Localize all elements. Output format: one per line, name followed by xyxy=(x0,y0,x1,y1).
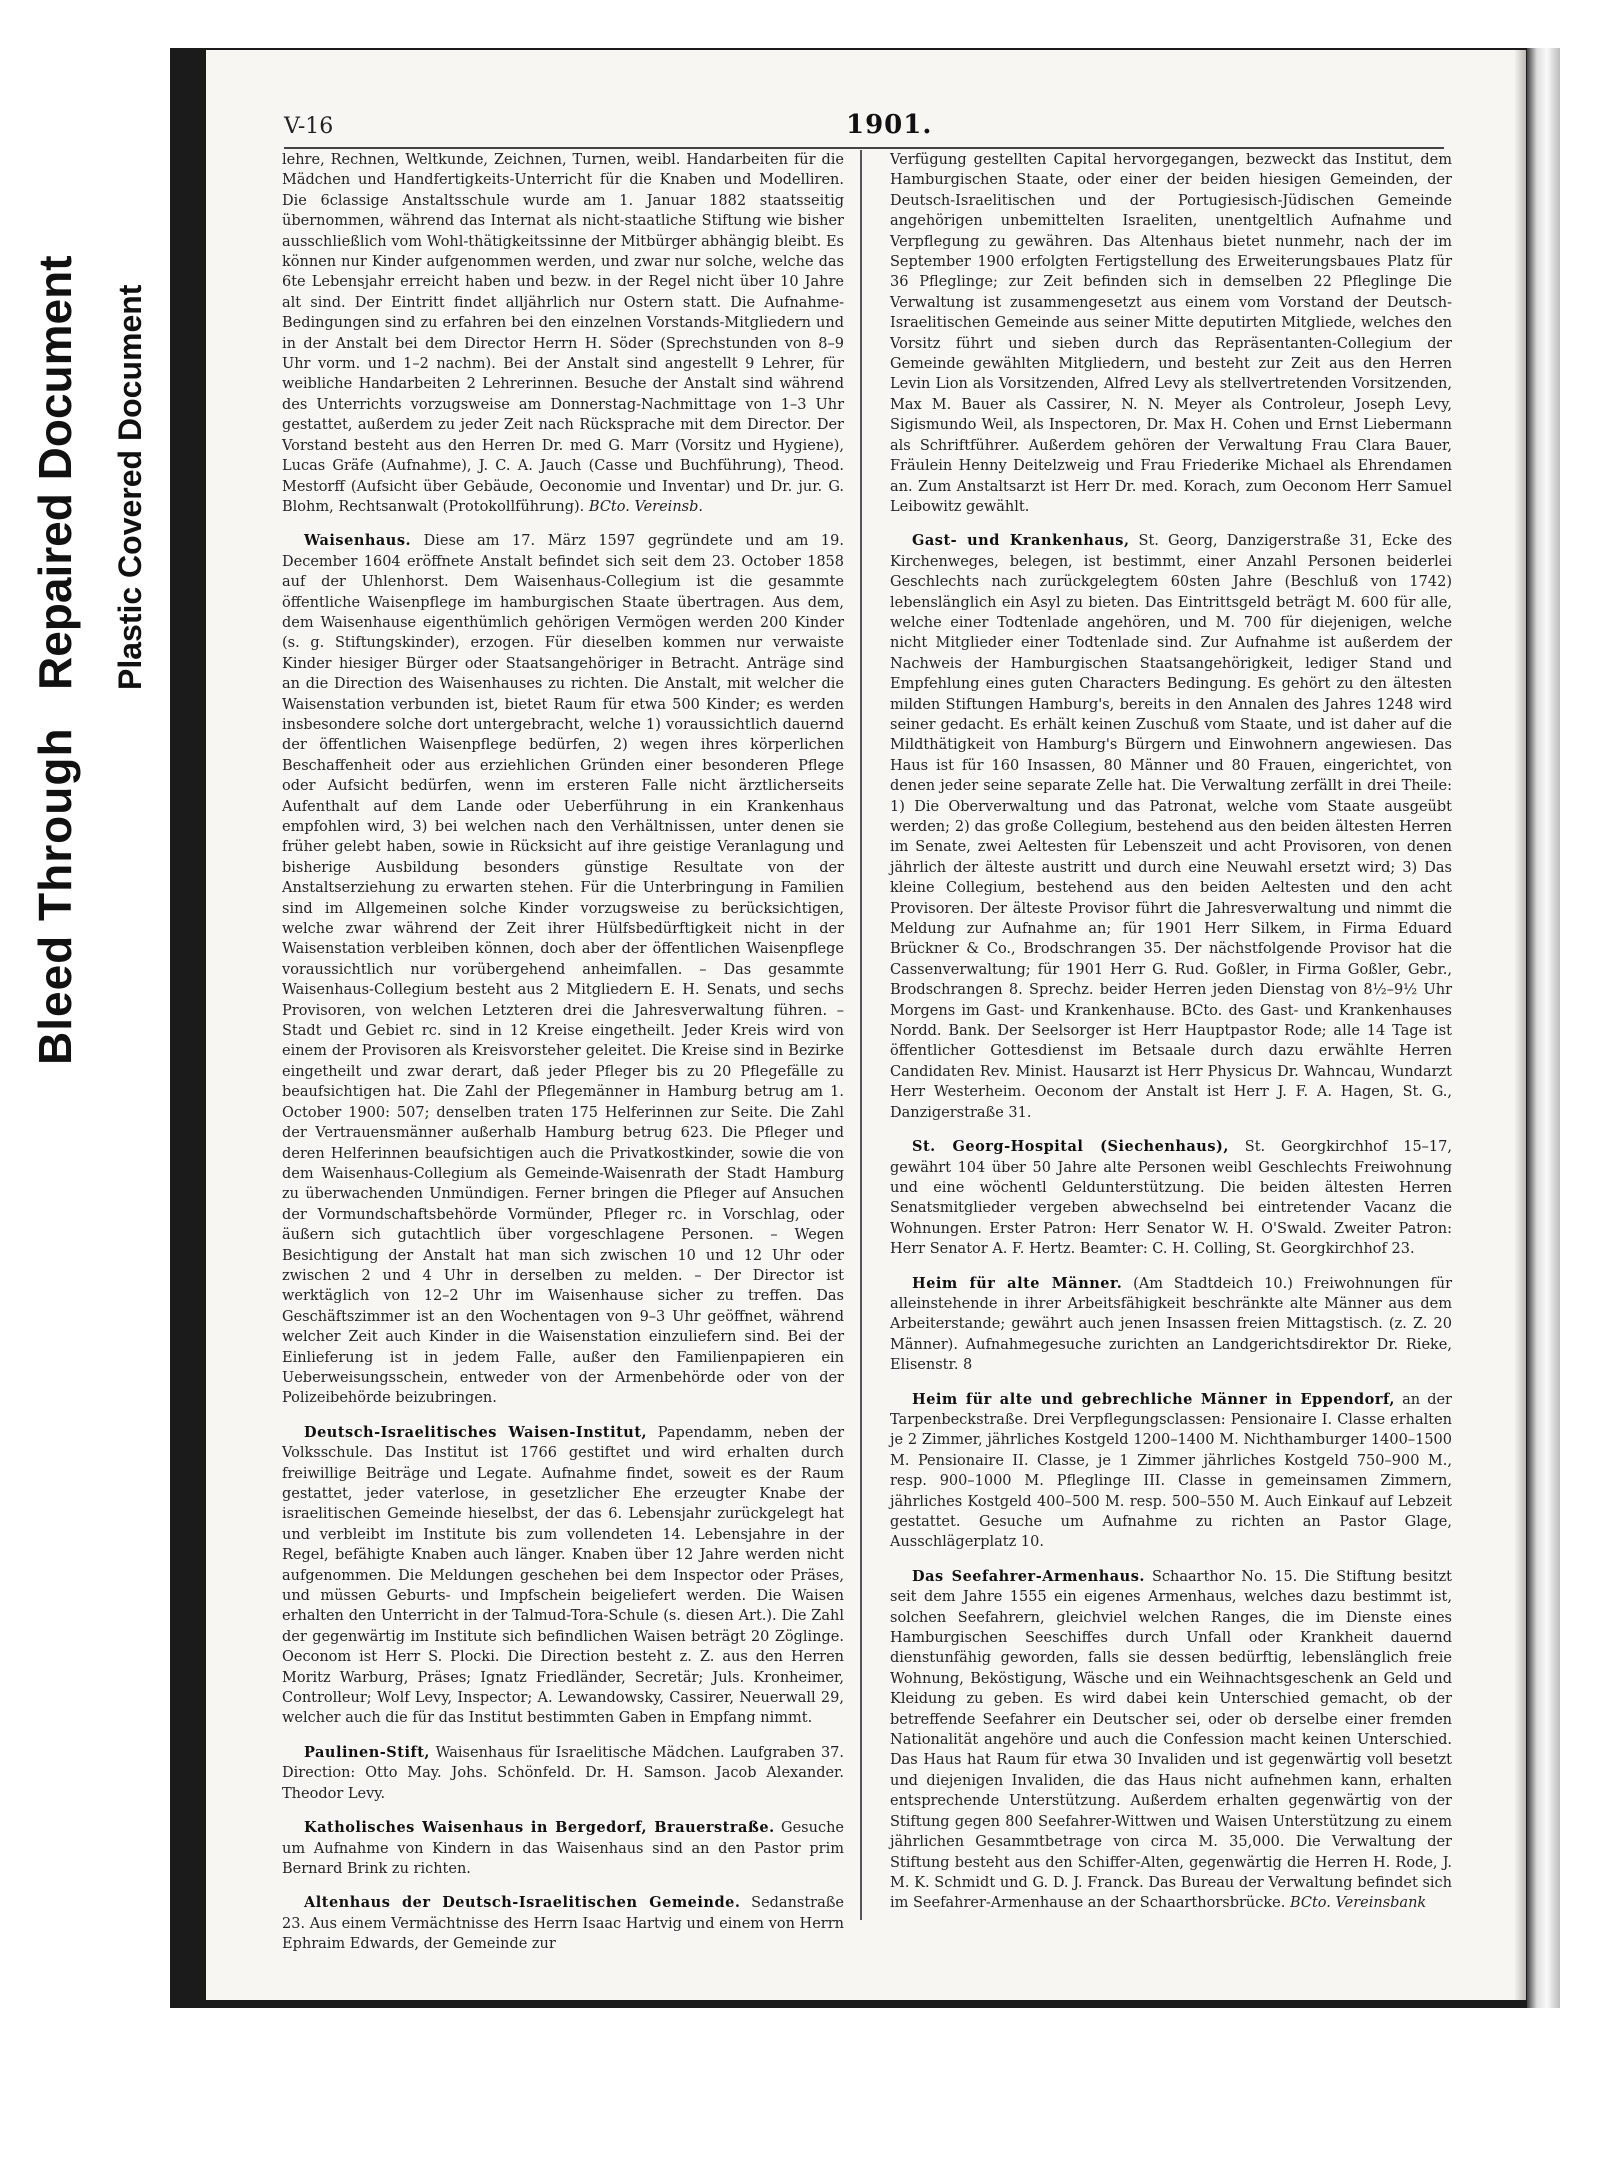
directory-entry xyxy=(890,1390,1452,1553)
entry-title: St. Georg-Hospital (Siechenhaus), xyxy=(912,1138,1229,1156)
entry-title: Heim für alte und gebrechliche Männer in Eppendorf, xyxy=(912,1390,1395,1408)
document-page xyxy=(206,50,1526,2000)
entry-title: Das Seefahrer-Armenhaus. xyxy=(912,1567,1145,1585)
entry-title: Waisenhaus. xyxy=(304,532,412,550)
entry-text: St. Georg, Danzigerstraße 31, Ecke des Kirchenweges, belegen, ist bestimmt, einer Anzahl Personen beiderlei Geschlechts nach zurückgelegtem 60sten Jahre (Beschluß von 1742) lebenslänglich ein Asyl zu bieten. Das Eintrittsgeld beträgt M. 600 für alle, welche einer Todtenlade angehören, und M. 700 für diejenigen, welche nicht Mitglieder einer Todtenlade sind. Zur Aufnahme ist außerdem der Nachweis der Hamburgischen Staatsangehörigkeit, lediger Stand und Empfehlung eines guten Characters Bedingung. Es gehört zu den ältesten milden Stiftungen Hamburg's, bereits in den Annalen des Jahres 1248 wird seiner gedacht. Es erhält keinen Zuschuß vom Staate, und ist daher auf die Mildthätigkeit von Hamburg's Bürgern und Einwohnern angewiesen. Das Haus ist für 160 Insassen, 80 Männer und 80 Frauen, eingerichtet, von denen jeder seine separate Zelle hat. Die Verwaltung zerfällt in drei Theile: 1) Die Oberverwaltung und das Patronat, welche vom Staate ausgeübt werden; 2) das große Collegium, bestehend aus den beiden ältesten Herren im Senate, zwei Aeltesten für Lebenszeit und acht Provisoren, von denen jährlich der älteste austritt und durch eine Neuwahl ersetzt wird; 3) Das kleine Collegium, bestehend aus den beiden Aeltesten und den acht Provisoren. Der älteste Provisor führt die Jahresverwaltung und nimmt die Meldung zur Aufnahme an; für 1901 Herr Silkem, in Firma Eduard Brückner & Co., Brodschrangen 35. Der nächstfolgende Provisor hat die Cassenverwaltung; für 1901 Herr G. Rud. Goßler, in Firma Goßler, Gebr., Brodschrangen 8. Sprechz. beider Herren jeden Dienstag von 8½–9½ Uhr Morgens im Gast- und Krankenhause. BCto. des Gast- und Krankenhauses Nordd. Bank. Der Seelsorger ist Herr Hauptpastor Rode; alle 14 Tage ist öffentlicher Gottesdienst im Betsaale durch dazu erwählte Herren Candidaten Rev. Minist. Hausarzt ist Herr Physicus Dr. Wahncau, Wundarzt Herr Westerheim. Oeconom der Anstalt ist Herr J. F. A. Hagen, St. G., Danzigerstraße 31. xyxy=(890,533,1453,1121)
entry-text: lehre, Rechnen, Weltkunde, Zeichnen, Turnen, weibl. Handarbeiten für die Mädchen und Handfertigkeits-Unterricht für die Knaben und Modelliren. Die 6classige Anstaltsschule wurde am 1. Januar 1882 staatsseitig übernommen, während das Internat als nicht-staatliche Stiftung wie bisher ausschließlich vom Wohl-thätigkeitssinne der Mitbürger abhängig bleibt. Es können nur Kinder aufgenommen werden, und zwar nur solche, welche das 6te Lebensjahr erreicht haben und bezw. in der Regel nicht über 10 Jahre alt sind. Der Eintritt findet alljährlich nur Ostern statt. Die Aufnahme-Bedingungen sind zu erfahren bei den einzelnen Vorstands-Mitgliedern und in der Anstalt bei dem Director Herrn H. Söder (Sprechstunden von 8–9 Uhr vorm. und 1–2 nachm). Bei der Anstalt sind angestellt 9 Lehrer, für weibliche Handarbeiten 2 Lehrerinnen. Besuche der Anstalt sind während des Unterrichts vorzugsweise am Donnerstag-Nachmittage von 1–3 Uhr gestattet, außerdem zu jeder Zeit nach Rücksprache mit dem Director. Der Vorstand besteht aus den Herren Dr. med G. Marr (Vorsitz und Hygiene), Lucas Gräfe (Aufnahme), J. C. A. Jauch (Casse und Buchführung), Theod. Mestorff (Aufsicht über Gebäude, Oeconomie und Inventar) und Dr. jur. G. Blohm, Rechtsanwalt (Protokollführung). xyxy=(282,152,844,515)
directory-entry xyxy=(282,1893,844,1954)
continued-paragraph xyxy=(890,150,1452,517)
entry-title: Gast- und Krankenhaus, xyxy=(912,532,1130,550)
sidebar-labels xyxy=(0,0,170,2177)
entry-text: St. Georgkirchhof 15–17, gewährt 104 über 50 Jahre alte Personen weibl Geschlechts Freiwohnung und eine wöchentl Geldunterstützung. Die beiden ältesten Herren Senatsmitglieder vergeben abwechselnd bei eintretender Vacanz die Wohnungen. Erster Patron: Herr Senator W. H. O'Swald. Zweiter Patron: Herr Senator A. F. Hertz. Beamter: C. H. Colling, St. Georgkirchhof 23. xyxy=(890,1139,1452,1258)
plastic-covered-label: Plastic Covered Document xyxy=(112,284,148,690)
directory-entry xyxy=(890,1274,1452,1376)
repaired-document-label: Repaired Document xyxy=(29,255,81,690)
continued-paragraph xyxy=(282,150,844,517)
right-column xyxy=(890,150,1452,1930)
scanned-page-frame xyxy=(170,48,1560,2008)
entry-text: an der Tarpenbeckstraße. Drei Verpflegungsclassen: Pensionaire I. Classe erhalten je 2 Zimmer, jährliches Kostgeld 1200–1400 M. Nichthamburger 1400–1500 M. Pensionaire II. Classe, je 1 Zimmer jährliches Kostgeld 750–900 M., resp. 900–1000 M. Pfleglinge III. Classe in gemeinsamen Zimmern, jährliches Kostgeld 400–500 M. resp. 500–550 M. Auch Einkauf auf Lebzeit gestattet. Gesuche um Aufnahme zu richten an Pastor Glage, Ausschlägerplatz 10. xyxy=(890,1391,1452,1551)
entry-title: Paulinen-Stift, xyxy=(304,1743,430,1761)
page-right-edge xyxy=(1527,48,1560,2008)
entry-text: Waisenhaus für Israelitische Mädchen. Laufgraben 37. Direction: Otto May. Johs. Schönfeld. Dr. H. Samson. Jacob Alexander. Theodor Levy. xyxy=(282,1744,844,1802)
entry-text: (Am Stadtdeich 10.) Freiwohnungen für alleinstehende in ihrer Arbeitsfähigkeit beschränkte alte Männer aus dem Arbeiterstande; gewährt auch jenen Insassen freien Mittagstisch. (z. Z. 20 Männer). Aufnahmegesuche zurichten an Landgerichtsdirektor Dr. Rieke, Elisenstr. 8 xyxy=(890,1275,1452,1374)
entry-reference: BCto. Vereinsbank xyxy=(1289,1895,1427,1912)
entry-text: Gesuche um Aufnahme von Kindern in das Waisenhaus sind an den Pastor prim Bernard Brink zu richten. xyxy=(282,1820,844,1877)
entry-text: Diese am 17. März 1597 gegründete und am 19. December 1604 eröffnete Anstalt befindet sich seit dem 23. October 1858 auf der Uhlenhorst. Dem Waisenhaus-Collegium ist die gesammte öffentliche Waisenpflege im hamburgischen Staate übertragen. Aus dem, dem Waisenhause eigenthümlich gehörigen Vermögen werden 200 Kinder (s. g. Stiftungskinder), erzogen. Für dieselben kommen nur verwaiste Kinder hiesiger Bürger oder Staatsangehöriger in Betracht. Anträge sind an die Direction des Waisenhauses zu richten. Die Anstalt, mit welcher die Waisenstation verbunden ist, bietet Raum für etwa 500 Kinder; es werden insbesondere solche dort untergebracht, welche 1) voraussichtlich dauernd der öffentlichen Waisenpflege bedürfen, 2) wegen ihres körperlichen Beschaffenheit oder aus erziehlichen Gründen einer besonderen Pflege oder Aufsicht bedürfen, wenn im ersteren Falle nicht ärztlicherseits Aufenthalt auf dem Lande oder Ueberführung in ein Krankenhaus empfohlen wird, 3) bei welchen nach den Verhältnissen, unter denen sie früher gelebt haben, sowie in Rücksicht auf ihre geistige Veranlagung und bisherige Ausbildung besonders günstige Resultate von der Anstaltserziehung zu erwarten stehen. Für die Unterbringung in Familien sind im Allgemeinen solche Kinder vorzugsweise zu berücksichtigen, welche zwar während der Zeit ihrer Hülfsbedürftigkeit nicht in der Waisenstation verbleiben können, doch aber der öffentlichen Waisenpflege voraussichtlich nur vorübergehend anheimfallen. – Das gesammte Waisenhaus-Collegium besteht aus 2 Mitgliedern E. H. Senats, und sechs Provisoren, von welchen Letzteren drei die Jahresverwaltung führen. – Stadt und Gebiet rc. sind in 12 Kreise eingetheilt. Jeder Kreis wird von einem der Provisoren als Kreisvorsteher geleitet. Die Kreise sind in Bezirke eingetheilt und zwar derart, daß jeder Pfleger bis zu 20 Pflegefälle zu beaufsichtigen hat. Die Zahl der Pflegemänner in Hamburg betrug am 1. October 1900: 507; denselben traten 175 Helferinnen zur Seite. Die Zahl der Vertrauensmänner außerhalb Hamburg betrug 623. Die Pfleger und deren Helferinnen beaufsichtigen auch die Privatkostkinder, sowie die von dem Waisenhaus-Collegium als Gemeinde-Waisenrath der Stadt Hamburg zu überwachenden Unmündigen. Ferner bringen die Pfleger auf Ansuchen der Vormundschaftsbehörde Vormünder, Pfleger rc. in Vorschlag, oder äußern sich gutachtlich über vorgeschlagene Personen. – Wegen Besichtigung der Anstalt hat man sich zwischen 10 und 12 Uhr oder zwischen 2 und 4 Uhr in derselben zu melden. – Der Director ist werktäglich von 12–2 Uhr im Waisenhause sicher zu treffen. Das Geschäftszimmer ist an den Wochentagen von 9–3 Uhr geöffnet, während welcher Zeit auch Kinder in die Waisenstation einzuliefern sind. Bei der Einlieferung ist in jedem Falle, außer den Familienpapieren ein Ueberweisungsschein, entweder von der Armenbehörde oder von der Polizeibehörde beizubringen. xyxy=(282,533,844,1407)
entry-title: Deutsch-Israelitisches Waisen-Institut, xyxy=(304,1423,648,1441)
page-edge-shadow xyxy=(1514,50,1526,2000)
entry-title: Heim für alte Männer. xyxy=(912,1274,1123,1292)
left-column xyxy=(282,150,845,1953)
directory-entry xyxy=(890,531,1452,1123)
page-year: 1901. xyxy=(846,110,933,140)
entry-reference: BCto. Vereinsb. xyxy=(588,498,703,515)
directory-entry xyxy=(890,1567,1452,1914)
directory-entry xyxy=(890,1137,1452,1259)
entry-title: Katholisches Waisenhaus in Bergedorf, Brauerstraße. xyxy=(304,1819,775,1837)
directory-entry xyxy=(282,1743,844,1804)
entry-text: Sedanstraße 23. Aus einem Vermächtnisse des Herrn Isaac Hartvig und einem von Herrn Ephraim Edwards, der Gemeinde zur xyxy=(282,1895,845,1953)
entry-text: Verfügung gestellten Capital hervorgegangen, bezweckt das Institut, dem Hamburgischen Staate, oder einer der beiden hiesigen Gemeinden, der Deutsch-Israelitischen und der Portugiesisch-Jüdischen Gemeinde angehörigen unbemittelten Israeliten, unentgeltlich Aufnahme und Verpflegung zu gewähren. Das Altenhaus bietet nunmehr, nach der im September 1900 erfolgten Fertigstellung des Erweiterungsbaues Platz für 36 Pfleglinge; zur Zeit befinden sich in demselben 22 Pfleglinge Die Verwaltung ist zusammengesetzt aus einem vom Vorstand der Deutsch-Israelitischen Gemeinde aus seiner Mitte deputirten Mitgliede, welches den Vorsitz führt und sieben durch das Repräsentanten-Collegium der Gemeinde gewählten Mitgliedern, und besteht zur Zeit aus den Herren Levin Lion als Vorsitzenden, Alfred Levy als stellvertretenden Vorsitzenden, Max M. Bauer als Cassirer, N. N. Meyer als Controleur, Joseph Levy, Sigismundo Weil, als Inspectoren, Dr. Max H. Cohen und Ernst Liebermann als Schriftführer. Außerdem gehören der Verwaltung Frau Clara Bauer, Fräulein Henny Deitelzweig und Frau Friederike Michael als Ehrendamen an. Zum Anstaltsarzt ist Herr Dr. med. Korach, zum Oeconom Herr Samuel Leibowitz gewählt. xyxy=(890,152,1452,515)
directory-entry xyxy=(282,531,844,1408)
directory-entry xyxy=(282,1818,844,1879)
bleed-through-label: Bleed Through xyxy=(29,727,81,1065)
column-divider xyxy=(860,150,862,1920)
entry-title: Altenhaus der Deutsch-Israelitischen Gemeinde. xyxy=(304,1894,741,1912)
header-rule xyxy=(284,147,1444,149)
entry-text: Schaarthor No. 15. Die Stiftung besitzt seit dem Jahre 1555 ein eigenes Armenhaus, welches dazu bestimmt ist, solchen Seefahrern, gleichviel welchen Ranges, die im Dienste eines Hamburgischen Seeschiffes durch Unfall oder Krankheit dauernd dienstunfähig geworden, falls sie dessen bedürftig, lebenslänglich freie Wohnung, Beköstigung, Wäsche und ein Weihnachtsgeschenk an Geld und Kleidung zu geben. Es wird dabei kein Unterschied gemacht, ob der betreffende Seefahrer ein Deutscher sei, oder ob derselbe einer fremden Nationalität angehöre und auch die Confession macht keinen Unterschied. Das Haus hat Raum für etwa 30 Invaliden und ist gegenwärtig voll besetzt und diejenigen Invaliden, die das Haus nicht aufnehmen kann, erhalten entsprechende Unterstützung. Außerdem erhalten gegenwärtig von der Stiftung gegen 800 Seefahrer-Wittwen und Waisen Unterstützung zu einem jährlichen Gesammtbetrage von circa M. 35,000. Die Verwaltung der Stiftung besteht aus den Schiffer-Alten, gegenwärtig die Herren H. Rode, J. M. K. Schmidt und G. D. J. Franck. Das Bureau der Verwaltung befindet sich im Seefahrer-Armenhause an der Schaarthorsbrücke. xyxy=(890,1568,1452,1912)
directory-entry xyxy=(282,1423,844,1729)
page-number: V-16 xyxy=(284,114,334,139)
entry-text: Papendamm, neben der Volksschule. Das Institut ist 1766 gestiftet und wird erhalten durch freiwillige Beiträge und Legate. Aufnahme findet, soweit es der Raum gestattet, jeder vaterlose, in gesetzlicher Ehe erzeugter Knabe der israelitischen Gemeinde hieselbst, der das 6. Lebensjahr zurückgelegt hat und verbleibt im Institute bis zum vollendeten 14. Lebensjahre in der Regel, befähigte Knaben auch länger. Knaben über 12 Jahre werden nicht aufgenommen. Die Meldungen geschehen bei dem Inspector oder Präses, und müssen Geburts- und Impfschein beigeliefert werden. Die Waisen erhalten den Unterricht in der Talmud-Tora-Schule (s. diesen Art.). Die Zahl der gegenwärtig im Institute sich befindlichen Waisen beträgt 20 Zöglinge. Oeconom ist Herr S. Plocki. Die Direction besteht z. Z. aus den Herren Moritz Warburg, Präses; Ignatz Friedländer, Secretär; Juls. Kronheimer, Controlleur; Wolf Levy, Inspector; A. Lewandowsky, Cassirer, Neuerwall 29, welcher auch die für das Institut bestimmten Gaben in Empfang nimmt. xyxy=(282,1424,845,1727)
